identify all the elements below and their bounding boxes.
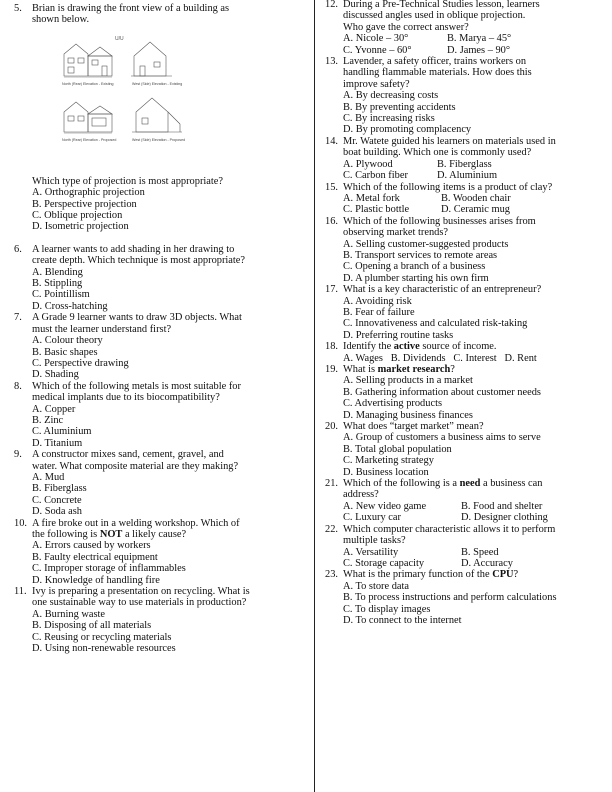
option: B. Stippling	[32, 278, 83, 290]
question-17	[325, 284, 610, 341]
emphasis-active: active	[393, 341, 420, 353]
question-text: During a Pre-Technical Studies lesson, learners	[343, 0, 540, 10]
option: A. Versatility	[343, 546, 399, 558]
question-text: shown below.	[32, 14, 90, 26]
question-number: 8.	[14, 380, 22, 392]
option: D. Ceramic mug	[441, 204, 510, 216]
question-22	[325, 524, 610, 570]
option: D. Designer clothing	[461, 512, 548, 524]
option: A. Orthographic projection	[32, 187, 145, 199]
option: A. Errors caused by workers	[32, 540, 151, 552]
question-text-part: What is the primary function of the	[343, 569, 493, 581]
question-text: Lavender, a safety officer, trains workers on	[343, 56, 527, 68]
question-text: boat building. Which one is commonly used?	[343, 147, 532, 159]
option: B. Food and shelter	[461, 500, 543, 512]
option-row	[343, 170, 610, 181]
question-number: 7.	[14, 312, 22, 324]
option: D. Soda ash	[32, 506, 82, 518]
emphasis-cpu: CPU	[492, 569, 514, 581]
question-number: 10.	[14, 517, 27, 529]
option: C. Pointillism	[32, 289, 90, 301]
option: A. Colour theory	[32, 335, 103, 347]
option: D. James – 90°	[447, 44, 511, 56]
option: B. Fiberglass	[32, 483, 87, 495]
option: B. Fiberglass	[437, 158, 492, 170]
question-text: Which of the following items is a product of clay?	[343, 181, 553, 193]
option: C. Reusing or recycling materials	[32, 631, 172, 643]
question-number: 5.	[14, 3, 22, 14]
question-text: What is a key characteristic of an entrepreneur?	[343, 284, 542, 296]
option: A. Blending	[32, 266, 83, 278]
option: D. Cross-hatching	[32, 300, 108, 312]
question-text: Which of the following metals is most suitable for	[32, 380, 241, 392]
question-text: observing market trends?	[343, 227, 449, 239]
option-row	[343, 547, 610, 558]
question-14	[325, 136, 610, 182]
option: B. Gathering information about customer needs	[343, 386, 541, 398]
option: C. Advertising products	[343, 398, 442, 410]
svg-text:U/U: U/U	[115, 35, 124, 42]
question-text	[343, 341, 610, 352]
figure-caption: West (Side) Elevation - Proposed	[132, 137, 186, 142]
question-text-part: ?	[450, 364, 455, 375]
option: C. By increasing risks	[343, 113, 435, 125]
option: C. Opening a branch of a business	[343, 261, 486, 273]
option: A. To store data	[343, 580, 410, 592]
question-text: medical implants due to its biocompatibility?	[32, 392, 220, 404]
emphasis-need: need	[459, 478, 481, 490]
question-text: Brian is drawing the front view of a building as	[32, 3, 230, 14]
question-text: improve safety?	[343, 78, 410, 90]
option: A. Selling products in a market	[343, 375, 473, 387]
option: D. Aluminium	[437, 170, 498, 182]
question-text: Which computer characteristic allows it to perform	[343, 523, 556, 535]
option: D. By promoting complacency	[343, 124, 472, 136]
option-row	[343, 33, 610, 44]
question-number: 23.	[325, 569, 338, 581]
option: A. Avoiding risk	[343, 295, 412, 307]
question-number: 14.	[325, 135, 338, 147]
option: C. Luxury car	[343, 512, 401, 524]
right-column	[325, 0, 610, 626]
option-row: A. Wages B. Dividends C. Interest D. Rent	[343, 352, 537, 364]
option-row	[343, 558, 610, 569]
question-text: create depth. Which technique is most appropriate?	[32, 255, 246, 267]
question-text: Which type of projection is most appropriate?	[32, 175, 224, 187]
question-10	[14, 518, 306, 586]
question-number: 11.	[14, 586, 27, 598]
option: B. Marya – 45°	[447, 33, 512, 45]
question-text: address?	[343, 489, 379, 501]
question-text-part: a likely cause?	[122, 529, 187, 540]
question-19	[325, 364, 610, 421]
option: D. Accuracy	[461, 557, 513, 569]
question-number: 6.	[14, 243, 22, 255]
option: A. Selling customer-suggested products	[343, 238, 509, 250]
question-text: Ivy is preparing a presentation on recycling. What is	[32, 586, 250, 598]
question-number: 9.	[14, 449, 22, 461]
option: A. Copper	[32, 403, 76, 415]
option: A. New video game	[343, 500, 427, 512]
question-8	[14, 381, 306, 449]
question-18	[325, 341, 610, 364]
option: A. By decreasing costs	[343, 90, 439, 102]
column-divider	[314, 0, 315, 792]
option: C. Oblique projection	[32, 210, 123, 222]
figure-caption: North (Rear) Elevation - Existing	[62, 81, 114, 86]
question-text: Which of the following businesses arises from	[343, 215, 536, 227]
option: A. Nicole – 30°	[343, 33, 409, 45]
question-20	[325, 421, 610, 478]
option: B. Faulty electrical equipment	[32, 551, 158, 563]
option-row	[343, 512, 610, 523]
option: C. Storage capacity	[343, 557, 425, 569]
option: D. Titanium	[32, 437, 83, 449]
question-7	[14, 312, 306, 380]
question-text: discussed angles used in oblique projection.	[343, 10, 526, 22]
question-text: A Grade 9 learner wants to draw 3D objects. What	[32, 312, 242, 324]
question-text	[32, 529, 306, 540]
question-6	[14, 244, 306, 312]
question-text: What does “target market” mean?	[343, 421, 484, 433]
question-number: 16.	[325, 215, 338, 227]
option: C. Aluminium	[32, 426, 92, 438]
question-number: 15.	[325, 181, 338, 193]
option: A. Burning waste	[32, 608, 106, 620]
question-23	[325, 569, 610, 626]
question-number: 17.	[325, 284, 338, 296]
option: B. Total global population	[343, 443, 452, 455]
question-text: water. What composite material are they making?	[32, 460, 239, 472]
question-text-part: the following is	[32, 529, 100, 540]
question-number: 19.	[325, 364, 338, 375]
left-column	[14, 3, 306, 654]
question-text: one sustainable way to use materials in production?	[32, 597, 247, 609]
option: C. To display images	[343, 603, 431, 615]
question-9	[14, 449, 306, 517]
question-text: Who gave the correct answer?	[343, 21, 469, 33]
option: D. Business location	[343, 466, 429, 478]
option: B. Zinc	[32, 414, 64, 426]
option: B. Fear of failure	[343, 306, 415, 318]
question-text: A constructor mixes sand, cement, gravel, and	[32, 449, 224, 461]
question-number: 18.	[325, 341, 338, 353]
option: A. Mud	[32, 471, 65, 483]
option: C. Improper storage of inflammables	[32, 563, 186, 575]
question-text	[343, 478, 610, 489]
option: A. Group of customers a business aims to serve	[343, 432, 541, 444]
question-number: 20.	[325, 421, 338, 433]
option: D. Using non-renewable resources	[32, 643, 176, 655]
question-5	[14, 3, 306, 233]
question-text-part: a business can	[480, 478, 543, 490]
question-number: 21.	[325, 478, 338, 490]
option: B. Wooden chair	[441, 192, 511, 204]
option: B. Speed	[461, 546, 499, 558]
question-text-part: ?	[513, 569, 519, 581]
question-text-part: What is	[343, 364, 378, 375]
option: B. Perspective projection	[32, 198, 137, 210]
option: C. Carbon fiber	[343, 170, 408, 182]
option: B. Transport services to remote areas	[343, 249, 498, 261]
option: D. Knowledge of handling fire	[32, 574, 160, 586]
option: B. By preventing accidents	[343, 101, 456, 113]
question-text-part: source of income.	[419, 341, 497, 353]
question-text: A learner wants to add shading in her drawing to	[32, 243, 235, 255]
option: D. Preferring routine tasks	[343, 329, 454, 341]
question-12	[325, 0, 610, 56]
emphasis-market-research: market research	[377, 364, 451, 375]
option: D. Shading	[32, 369, 79, 381]
option: A. Plywood	[343, 158, 393, 170]
question-text: Mr. Watete guided his learners on materials used in	[343, 135, 556, 147]
question-number: 12.	[325, 0, 338, 10]
option: D. Isometric projection	[32, 221, 129, 233]
option: B. Basic shapes	[32, 346, 98, 358]
building-elevation-figure	[54, 32, 204, 152]
option: C. Plastic bottle	[343, 204, 410, 216]
option: D. To connect to the internet	[343, 614, 462, 626]
option-row	[343, 159, 610, 170]
question-text	[343, 569, 610, 580]
option: D. A plumber starting his own firm	[343, 272, 489, 284]
question-11	[14, 586, 306, 654]
question-text: handling flammable materials. How does this	[343, 67, 532, 79]
option-row	[343, 45, 610, 56]
option: D. Managing business finances	[343, 409, 473, 421]
question-text: A fire broke out in a welding workshop. Which of	[32, 517, 240, 529]
option-row	[343, 204, 610, 215]
option: C. Concrete	[32, 494, 82, 506]
option: C. Perspective drawing	[32, 357, 129, 369]
figure-caption: West (Side) Elevation - Existing	[132, 81, 183, 86]
building-elevation-drawings	[54, 32, 204, 152]
question-text: must the learner understand first?	[32, 323, 172, 335]
question-text: multiple tasks?	[343, 535, 406, 547]
question-text-part: Identify the	[343, 341, 394, 353]
option: B. To process instructions and perform calculations	[343, 592, 557, 604]
option: C. Innovativeness and calculated risk-taking	[343, 318, 528, 330]
option-row	[343, 501, 610, 512]
option: A. Metal fork	[343, 192, 400, 204]
question-13	[325, 56, 610, 136]
option-row	[343, 193, 610, 204]
question-number: 22.	[325, 523, 338, 535]
question-15	[325, 182, 610, 216]
question-text-part: Which of the following is a	[343, 478, 460, 490]
option: C. Marketing strategy	[343, 455, 434, 467]
emphasis-not: NOT	[99, 529, 123, 540]
question-number: 13.	[325, 56, 338, 68]
question-16	[325, 216, 610, 284]
question-text	[343, 364, 610, 375]
option: C. Yvonne – 60°	[343, 44, 412, 56]
figure-caption: North (Rear) Elevation - Proposed	[62, 137, 117, 142]
option: B. Disposing of all materials	[32, 620, 152, 632]
question-21	[325, 478, 610, 524]
